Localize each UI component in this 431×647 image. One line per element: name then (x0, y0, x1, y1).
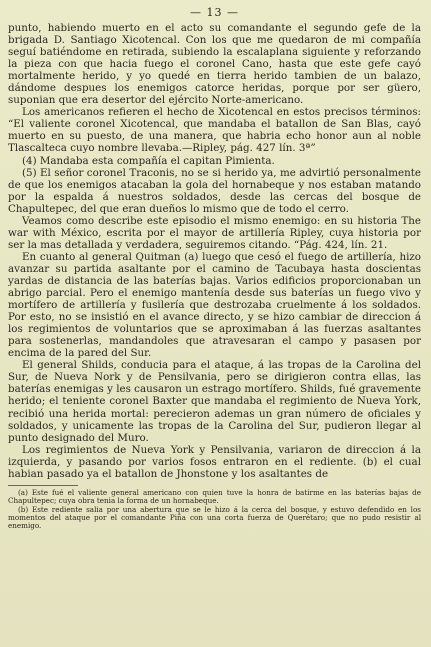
paragraph: punto, habiendo muerto en el acto su comandante el segundo gefe de la brigada D. Santiago Xicotencal. Con los que me quedaron de mi compañía seguí batiéndome en retirada, subiendo la escalaplana siguiente y reforzando la pieza con que hacia fuego el coronel Cano, hasta que este gefe cayó mortalmente herido, y yo quedé en tierra herido tambien de un balazo, dándome despues los enemigos catorce heridas, porque por ser güero, suponian que era desertor del ejército Norte-americano. (8, 22, 421, 107)
paragraph: El general Shilds, conducia para el ataque, á las tropas de la Carolina del Sur, de Nueva Nork y de Pensilvania, pero se dirigieron contra ellas, las baterías enemigas y les causaron un estrago mortífero. Shilds, fué gravemente herido; el teniente coronel Baxter que mandaba el regimiento de Nueva York, recibió una herida mortal: perecieron ademas un gran número de oficiales y soldados, y unicamente las tropas de la Carolina del Sur, pudieron llegar al punto designado del Muro. (8, 359, 421, 444)
paragraph: Los regimientos de Nueva York y Pensilvania, variaron de direccion á la izquierda, y pasando por varios fosos entraron en el rediente. (b) el cual habian pasado ya el batallon de Jhonstone y los asaltantes de (8, 443, 421, 480)
paragraph: Veamos como describe este episodio el mismo enemigo: en su historia The war with México, escrita por el mayor de artillería Ripley, cuya historia por ser la mas detallada y verdadera, seguiremos citando. “Pág. 424, lín. 21. (8, 214, 421, 251)
page-number: — 13 — (190, 6, 239, 19)
paragraph: Los americanos refieren el hecho de Xicotencal en estos precisos términos: “El valiente coronel Xicotencal, que mandaba el batallon de San Blas, cayó muerto en su puesto, de una manera, que habria echo honor aun al noble Tlascalteca cuyo nombre llevaba.—Ripley, pág. 427 lín. 3ª” (8, 106, 421, 155)
paragraph: (5) El señor coronel Traconis, no se si herido ya, me advirtió personalmente de que los enemigos atacaban la gola del hornabeque y nos estaban matando por la espalda á nuestros soldados, desde las cercas del bosque de Chapultepec, del que eran dueños lo mismo que de todo el cerro. (8, 166, 421, 215)
paragraph: En cuanto al general Quitman (a) luego que cesó el fuego de artillería, hizo avanzar su partida asaltante por el camino de Tacubaya hasta doscientas yardas de distancia de las baterías bajas. Varios edificios proporcionaban un abrigo parcial. Pero el enemigo mantenía desde sus baterías un fuego vivo y mortífero de artillería y fusilería que destrozaba cruelmente á los soldados. Por esto, no se insistió en el avance directo, y se hizo cambiar de direccion á los regimientos de voluntarios que se aproximaban á las fuerzas asaltantes para sostenerlas, mandandoles que atravesaran el campo y pasasen por encima de la pared del Sur. (8, 250, 421, 360)
footnote: (a) Este fué el valiente general americano con quien tuve la honra de batirme en las baterías bajas de Chapultepec; cuya obra tenia la forma de un hornabeque. (8, 487, 421, 506)
footnote: (b) Este rediente salia por una abertura que se le hizo á la cerca del bosque, y estuvo defendido en los momentos del ataque por el comandante Piña con una corta fuerza de Querétaro; que no pudo resistir al enemigo. (8, 504, 421, 531)
footnote-divider (8, 485, 78, 486)
paragraph: (4) Mandaba esta compañía el capitan Pimienta. (22, 154, 275, 167)
body-text (8, 22, 421, 480)
footnotes (8, 489, 421, 531)
